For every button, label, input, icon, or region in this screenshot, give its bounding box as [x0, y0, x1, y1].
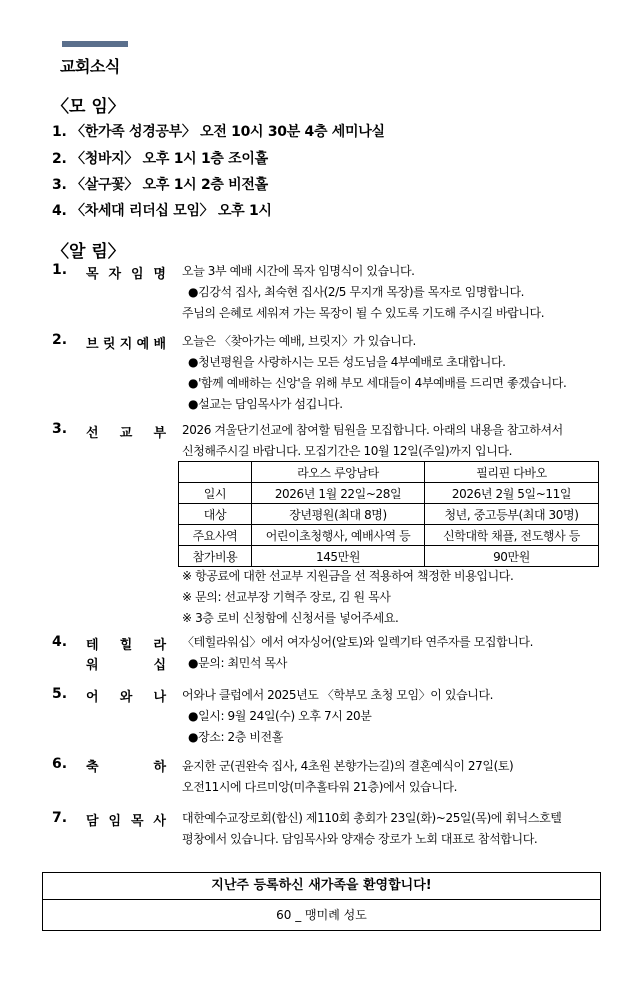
announcement-number: 6.: [52, 756, 68, 772]
announcement-number: 1.: [52, 262, 68, 278]
table-row-label: 참가비용: [179, 546, 252, 567]
meeting-item-3: 3. 〈살구꽃〉 오후 1시 2층 비전홀: [52, 177, 268, 193]
announcement-title-tehillah-line2: 워 십: [86, 658, 166, 673]
announcement-title-senior-pastor: 담 임 목 사: [86, 814, 166, 829]
table-cell: 청년, 중고등부(최대 30명): [425, 504, 599, 525]
table-row: [179, 483, 599, 504]
announcement-body: 윤지한 군(권완숙 집사, 4초원 본향가는길)의 결혼예식이 27일(토) 오전11시에 다르미앙(미추홀타워 21층)에서 있습니다.: [182, 759, 514, 794]
announcement-title-appointment: 목 자 임 명: [86, 267, 166, 282]
meetings-section-title: 〈모 임〉: [52, 97, 125, 117]
table-cell: 2026년 1월 22일~28일: [252, 483, 425, 504]
welcome-box: [42, 872, 601, 931]
announcement-number: 5.: [52, 686, 68, 702]
mission-notes: ※ 항공료에 대한 선교부 지원금을 선 적용하여 책정한 비용입니다. ※ 문의: 선교부장 기혁주 장로, 김 원 목사 ※ 3층 로비 신청함에 신청서를 넣어주세요.: [182, 569, 514, 625]
table-cell: 신학대학 채플, 전도행사 등: [425, 525, 599, 546]
table-cell: 2026년 2월 5일~11일: [425, 483, 599, 504]
announcement-title-awana: 어 와 나: [86, 690, 166, 705]
announcement-body: 어와나 클럽에서 2025년도 〈학부모 초청 모임〉이 있습니다. ●일시: 9월 24일(수) 오후 7시 20분 ●장소: 2층 비전홀: [182, 688, 494, 744]
announcement-title-bridge-worship: 브 릿 지 예 배: [86, 337, 166, 352]
welcome-newcomer: 60 _ 맹미례 성도: [276, 908, 367, 922]
table-header-laos: 라오스 루앙남타: [252, 462, 425, 483]
table-row-label: 일시: [179, 483, 252, 504]
table-cell: 145만원: [252, 546, 425, 567]
announcement-number: 3.: [52, 421, 68, 437]
announcement-number: 4.: [52, 634, 68, 650]
announcements-section-title: 〈알 림〉: [52, 242, 125, 262]
table-row: [179, 504, 599, 525]
announcement-title-congratulations: 축 하: [86, 760, 166, 775]
announcement-title-mission: 선 교 부: [86, 426, 166, 441]
announcement-number: 7.: [52, 810, 68, 826]
meeting-item-2: 2. 〈청바지〉 오후 1시 1층 조이홀: [52, 151, 268, 167]
announcement-title-tehillah: 테 힐 라: [86, 638, 166, 653]
table-row: [179, 525, 599, 546]
table-cell: 90만원: [425, 546, 599, 567]
page-title: 교회소식: [60, 57, 120, 76]
table-cell: [179, 462, 252, 483]
table-cell: 어린이초청행사, 예배사역 등: [252, 525, 425, 546]
meeting-item-4: 4. 〈차세대 리더십 모임〉 오후 1시: [52, 203, 272, 219]
announcement-body: 오늘은 〈찾아가는 예배, 브릿지〉가 있습니다. ●청년평원을 사랑하시는 모든 성도님을 4부예배로 초대합니다. ●'함께 예배하는 신앙'을 위해 부모 세대들이 4부예배를 드리면 좋겠습니다. ●설교는 담임목사가 섬깁니다.: [182, 334, 567, 411]
meeting-item-1: 1. 〈한가족 성경공부〉 오전 10시 30분 4층 세미나실: [52, 124, 385, 140]
table-header-row: [179, 462, 599, 483]
table-row: [179, 546, 599, 567]
announcement-body: 오늘 3부 예배 시간에 목자 임명식이 있습니다. ●김강석 집사, 최숙현 집사(2/5 무지개 목장)를 목자로 임명합니다. 주님의 은혜로 세워져 가는 목장이 될 수 있도록 기도해 주시길 바랍니다.: [182, 264, 545, 320]
header-accent-bar: [62, 41, 128, 47]
table-cell: 장년평원(최대 8명): [252, 504, 425, 525]
announcement-body: 대한예수교장로회(합신) 제110회 총회가 23일(화)~25일(목)에 휘닉스호텔 평창에서 있습니다. 담임목사와 양재승 장로가 노회 대표로 참석합니다.: [182, 811, 562, 846]
table-header-philippines: 필리핀 다바오: [425, 462, 599, 483]
mission-trip-table: [178, 461, 599, 567]
announcement-body: 2026 겨울단기선교에 참여할 팀원을 모집합니다. 아래의 내용을 참고하셔서 신청해주시길 바랍니다. 모집기간은 10월 12일(주일)까지 입니다.: [182, 423, 563, 458]
table-row-label: 대상: [179, 504, 252, 525]
announcement-number: 2.: [52, 332, 68, 348]
announcement-body: 〈테힐라워십〉에서 여자싱어(알토)와 일렉기타 연주자를 모집합니다. ●문의: 최민석 목사: [182, 635, 534, 670]
table-row-label: 주요사역: [179, 525, 252, 546]
welcome-heading: 지난주 등록하신 새가족을 환영합니다!: [43, 873, 600, 900]
